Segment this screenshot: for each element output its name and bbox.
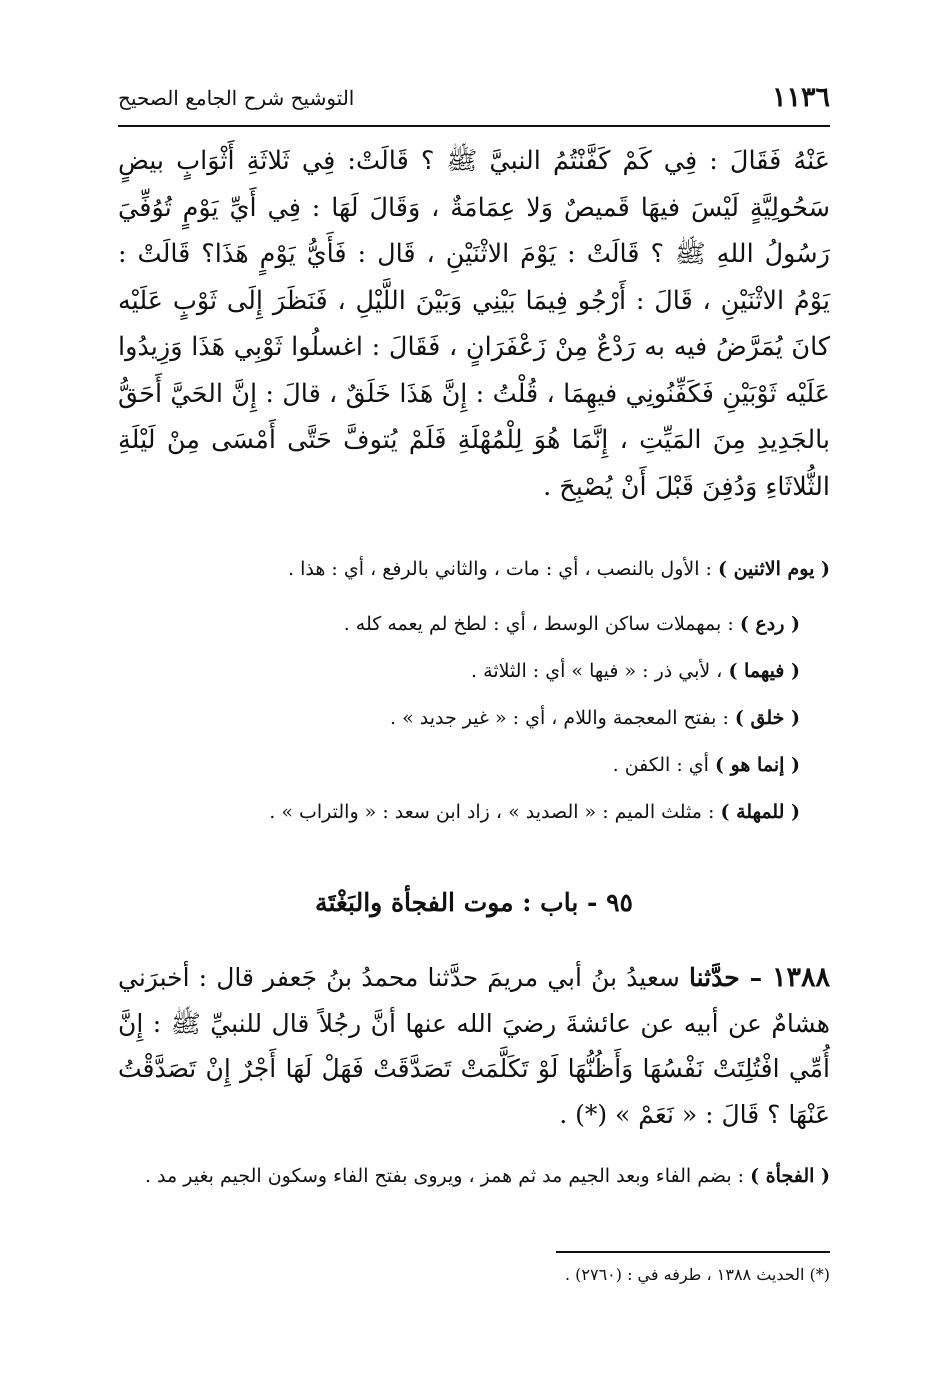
note-khalaq xyxy=(118,695,830,742)
hadith-body: سعيدُ بنُ أبي مريمَ حدَّثنا محمدُ بنُ جَعفر قال : أخبرَني هشامٌ عن أبيه عن عائشةَ رضيَ الله عنها أنَّ رجُلاً قال للنبيِّ ﷺ : إِنَّ أُمِّي افْتُلِتَتْ نَفْسُهَا وَأَظُنُّهَا لَوْ تَكَلَّمَتْ تَصَدَّقَتْ فَهَلْ لَهَا أَجْرٌ إِنْ تَصَدَّقْتُ عَنْهَا ؟ قَالَ : « نَعَمْ » (*) . xyxy=(118,963,830,1129)
header-divider xyxy=(118,125,830,127)
note-term: ( للمهلة ) xyxy=(720,801,800,823)
note-text: : بمهملات ساكن الوسط ، أي : لطخ لم يعمه كله . xyxy=(343,613,740,635)
footnote-divider xyxy=(556,1251,830,1253)
note-text: : مثلث الميم : « الصديد » ، زاد ابن سعد : « والتراب » . xyxy=(269,801,721,823)
note-rad xyxy=(118,601,830,648)
running-title: التوشيح شرح الجامع الصحيح xyxy=(118,86,355,110)
note-term: ( الفجأة ) xyxy=(750,1165,830,1187)
note-term: ( ردع ) xyxy=(739,613,800,635)
commentary-notes xyxy=(118,550,830,836)
note-text: : بضم الفاء وبعد الجيم مد ثم همز ، ويروى بفتح الفاء وسكون الجيم بغير مد . xyxy=(144,1165,751,1187)
hadith-number: ١٣٨٨ xyxy=(771,962,830,993)
page-header xyxy=(118,78,830,124)
commentary-notes-2 xyxy=(118,1158,830,1195)
note-text: أي : الكفن . xyxy=(612,754,715,776)
note-term: ( فيهما ) xyxy=(728,660,800,682)
footnote: (*) الحديث ١٣٨٨ ، طرفه في : (٢٧٦٠) . xyxy=(564,1265,830,1284)
note-term: ( إنما هو ) xyxy=(715,754,800,776)
note-text: : الأول بالنصب ، أي : مات ، والثاني بالرفع ، أي : هذا . xyxy=(288,558,718,580)
note-term: ( خلق ) xyxy=(734,707,800,729)
chapter-heading: ٩٥ - باب : موت الفجأة والبَغْتَة xyxy=(315,888,633,917)
note-yawm-al-ithnayn xyxy=(118,550,830,588)
note-innama-huwa xyxy=(118,742,830,789)
page-number: ١١٣٦ xyxy=(771,82,830,113)
note-fihima xyxy=(118,648,830,695)
note-lil-muhla xyxy=(118,789,830,836)
hadith-1388-text: ١٣٨٨ – حدَّثنا سعيدُ بنُ أبي مريمَ حدَّثنا محمدُ بنُ جَعفر قال : أخبرَني هشامٌ عن أبيه عن عائشةَ رضيَ الله عنها أنَّ رجُلاً قال للنبيِّ ﷺ : إِنَّ أُمِّي افْتُلِتَتْ نَفْسُهَا وَأَظُنُّهَا لَوْ تَكَلَّمَتْ تَصَدَّقَتْ فَهَلْ لَهَا أَجْرٌ إِنْ تَصَدَّقْتُ عَنْهَا ؟ قَالَ : « نَعَمْ » (*) . xyxy=(118,962,830,1129)
note-al-fujaa xyxy=(118,1158,830,1195)
hadith-1387-text: عَنْهُ فَقَالَ : فِي كَمْ كَفَّنْتُمُ النبيَّ ﷺ ؟ قَالَتْ: فِي ثَلاثَةِ أَثْوَابٍ بيضٍ سَحُولِيَّةٍ لَيْسَ فيهَا قَميصٌ وَلا عِمَامَةٌ ، وَقَالَ لَهَا : فِي أَيِّ يَوْمٍ تُوُفِّيَ رَسُولُ اللهِ ﷺ ؟ قَالَتْ : يَوْمَ الاثْنَيْنِ ، قَال : فَأَيُّ يَوْمٍ هَذَا؟ قَالَتْ : يَوْمُ الاثْنَيْنِ ، قَالَ : أَرْجُو فِيمَا بَيْنِي وَبَيْنَ اللَّيْلِ ، فَنَظَرَ إِلَى ثَوْبٍ عَلَيْه كانَ يُمَرَّضُ فيه به رَدْعٌ مِنْ زَعْفَرَانٍ ، فَقَالَ : اغسلُوا ثَوْبِي هَذَا وَزِيدُوا عَلَيْه ثَوْبَيْنِ فَكَفِّنُونِي فيهِمَا ، قُلْتُ : إِنَّ هَذَا خَلَقٌ ، قالَ : إِنَّ الحَيَّ أَحَقُّ بالجَدِيدِ مِنَ المَيِّتِ ، إِنَّمَا هُوَ لِلْمُهْلَةِ فَلَمْ يُتوفَّ حَتَّى أَمْسَى مِنْ لَيْلَةِ الثُّلاثَاءِ وَدُفِنَ قَبْلَ أَنْ يُصْبِحَ . xyxy=(118,146,830,502)
narration-label: حدَّثنا xyxy=(689,963,740,992)
note-text: ، لأبي ذر : « فيها » أي : الثلاثة . xyxy=(471,660,729,682)
note-term: ( يوم الاثنين ) xyxy=(717,558,830,580)
note-text: : بفتح المعجمة واللام ، أي : « غير جديد » . xyxy=(390,707,735,729)
